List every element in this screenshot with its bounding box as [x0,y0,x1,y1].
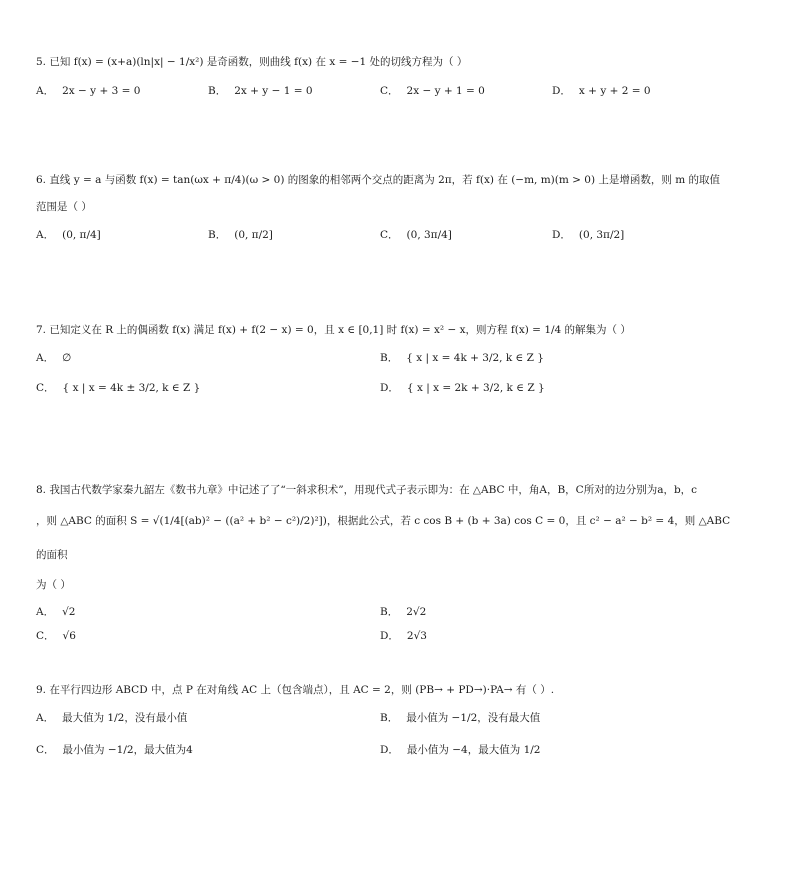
option-text: (0, 3π/2] [578,229,625,241]
option-letter: D． [380,630,399,642]
option-d[interactable] [380,738,724,762]
option-letter: A． [36,229,55,241]
option-b[interactable] [380,706,724,730]
option-letter: D． [380,382,399,394]
option-b[interactable] [208,78,380,104]
option-text: x + y + 2 = 0 [578,85,651,97]
option-text: { x | x = 2k + 3/2, k ∈ Z } [406,382,545,394]
option-text: 最小值为 −1/2，没有最大值 [406,712,541,724]
option-d[interactable] [380,624,724,648]
option-letter: D． [552,229,571,241]
option-b[interactable] [380,600,724,624]
option-text: 2√2 [406,606,427,618]
option-b[interactable] [380,346,724,370]
option-text: 2x − y + 1 = 0 [406,85,485,97]
option-text: (0, π/4] [62,229,101,241]
option-text: { x | x = 4k + 3/2, k ∈ Z } [406,352,544,364]
question-6 [36,166,736,248]
question-stem: 7. 已知定义在 R 上的偶函数 f(x) 满足 f(x) + f(2 − x) = 0，且 x ∈ [0,1] 时 f(x) = x² − x，则方程 f(x) = 1/4 的解集为（ ） [36,324,631,336]
option-letter: B． [208,85,227,97]
option-text: 最小值为 −1/2，最大值为4 [62,744,193,756]
option-c[interactable] [380,78,552,104]
option-letter: C． [36,744,55,756]
options-row [36,78,736,104]
option-a[interactable] [36,706,380,730]
option-letter: D． [380,744,399,756]
option-a[interactable] [36,78,208,104]
option-text: 2√3 [406,630,427,642]
question-stem: 9. 在平行四边形 ABCD 中，点 P 在对角线 AC 上（包含端点），且 AC = 2，则 (PB→ + PD→)·PA→ 有（ ）. [36,684,555,696]
option-c[interactable] [36,738,380,762]
option-d[interactable] [552,78,724,104]
question-9 [36,676,736,762]
option-letter: B． [380,352,399,364]
option-text: (0, π/2] [234,229,273,241]
option-text: 最小值为 −4，最大值为 1/2 [406,744,541,756]
option-text: { x | x = 4k ± 3/2, k ∈ Z } [62,382,201,394]
option-letter: A． [36,712,55,724]
question-stem-continued: ，则 △ABC 的面积 S = √(1/4[(ab)² − ((a² + b² − c²)/2)²])，根据此公式，若 c cos B + (b + 3a) cos C = 0，且 c² − a² − b² = 4，则 △ABC 的面积 [36,515,731,561]
option-letter: C． [36,382,55,394]
option-letter: B． [380,712,399,724]
question-stem-continued-2: 为（ ） [36,579,71,591]
option-c[interactable] [36,624,380,648]
option-a[interactable] [36,222,208,248]
option-b[interactable] [208,222,380,248]
option-text: ∅ [62,352,72,364]
question-stem-continued: 范围是（ ） [36,201,92,213]
option-letter: D． [552,85,571,97]
option-a[interactable] [36,346,380,370]
option-letter: B． [380,606,399,618]
question-7 [36,316,736,400]
option-letter: A． [36,85,55,97]
option-c[interactable] [380,222,552,248]
question-stem: 8. 我国古代数学家秦九韶左《数书九章》中记述了了“一斜求积术”，用现代式子表示即为：在 △ABC 中，角A，B，C所对的边分别为a，b，c [36,484,698,496]
option-text: (0, 3π/4] [406,229,452,241]
option-letter: C． [380,229,399,241]
option-letter: A． [36,352,55,364]
option-letter: C． [36,630,55,642]
options-grid [36,600,736,648]
option-text: 2x − y + 3 = 0 [62,85,141,97]
question-stem: 5. 已知 f(x) = (x+a)(ln|x| − 1/x²) 是奇函数，则曲线 f(x) 在 x = −1 处的切线方程为（ ） [36,56,468,68]
option-a[interactable] [36,600,380,624]
option-text: √2 [62,606,76,618]
question-8 [36,476,736,648]
option-d[interactable] [552,222,724,248]
question-5 [36,48,736,104]
option-text: 最大值为 1/2，没有最小值 [62,712,188,724]
option-c[interactable] [36,376,380,400]
option-text: 2x + y − 1 = 0 [234,85,313,97]
options-grid [36,346,736,400]
option-letter: C． [380,85,399,97]
option-text: √6 [62,630,76,642]
option-d[interactable] [380,376,724,400]
options-row [36,222,736,248]
option-letter: B． [208,229,227,241]
option-letter: A． [36,606,55,618]
question-stem: 6. 直线 y = a 与函数 f(x) = tan(ωx + π/4)(ω > 0) 的图象的相邻两个交点的距离为 2π，若 f(x) 在 (−m, m)(m > 0) 上是增函数，则 m 的取值 [36,174,721,186]
options-grid [36,706,736,762]
